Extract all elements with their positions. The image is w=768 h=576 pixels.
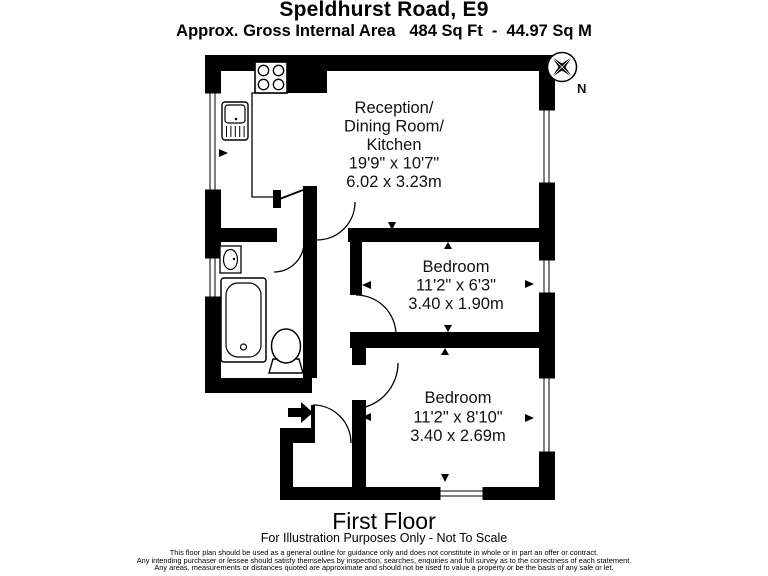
illustration-note: For Illustration Purposes Only - Not To Scale <box>260 531 508 545</box>
kitchen-counter <box>252 93 287 197</box>
reception-size-metric: 6.02 x 3.23m <box>346 173 442 191</box>
bedroom1-size-imperial: 11'2" x 6'3" <box>415 276 497 295</box>
bedroom2-name: Bedroom <box>424 389 492 407</box>
reception-name-3: Kitchen <box>366 136 422 154</box>
disclaimer-line-2: Any intending purchaser or lessee should satisfy themselves by inspection, searches, enquiries and full survey as to the correctness of each statement. <box>136 555 632 565</box>
toilet-icon <box>269 329 303 373</box>
compass-north-label: N <box>577 81 587 96</box>
bedroom1-name: Bedroom <box>422 258 490 276</box>
room-label-reception <box>344 99 444 191</box>
page-title: Speldhurst Road, E9 <box>279 0 489 21</box>
room-label-bedroom1 <box>408 258 503 313</box>
room-label-bedroom2 <box>410 389 505 445</box>
bedroom2-size-imperial: 11'2" x 8'10" <box>413 408 503 427</box>
entrance-arrow-icon <box>288 402 313 423</box>
area-subtitle: Approx. Gross Internal Area 484 Sq Ft - 44.97 Sq M <box>176 22 592 40</box>
bathtub-icon <box>221 278 266 362</box>
door-arcs <box>274 190 398 443</box>
wash-basin-icon <box>220 246 241 273</box>
reception-name-1: Reception/ <box>354 99 434 117</box>
floor-name: First Floor <box>332 508 436 534</box>
room-labels <box>344 99 506 445</box>
disclaimer <box>0 549 768 572</box>
bedroom2-size-metric: 3.40 x 2.69m <box>410 427 506 445</box>
bedroom1-size-metric: 3.40 x 1.90m <box>408 295 504 313</box>
sink-icon <box>222 102 248 140</box>
disclaimer-line-1: This floor plan should be used as a general outline for guidance only and does not constitute in whole or in part an offer or contract. <box>169 548 599 557</box>
hob-icon <box>255 62 287 93</box>
reception-size-imperial: 19'9" x 10'7" <box>348 154 440 173</box>
reception-name-2: Dining Room/ <box>344 117 444 136</box>
disclaimer-line-3: Any areas, measurements or distances quoted are approximate and should not be used to value a property or be the basis of any sale or let. <box>154 563 614 573</box>
